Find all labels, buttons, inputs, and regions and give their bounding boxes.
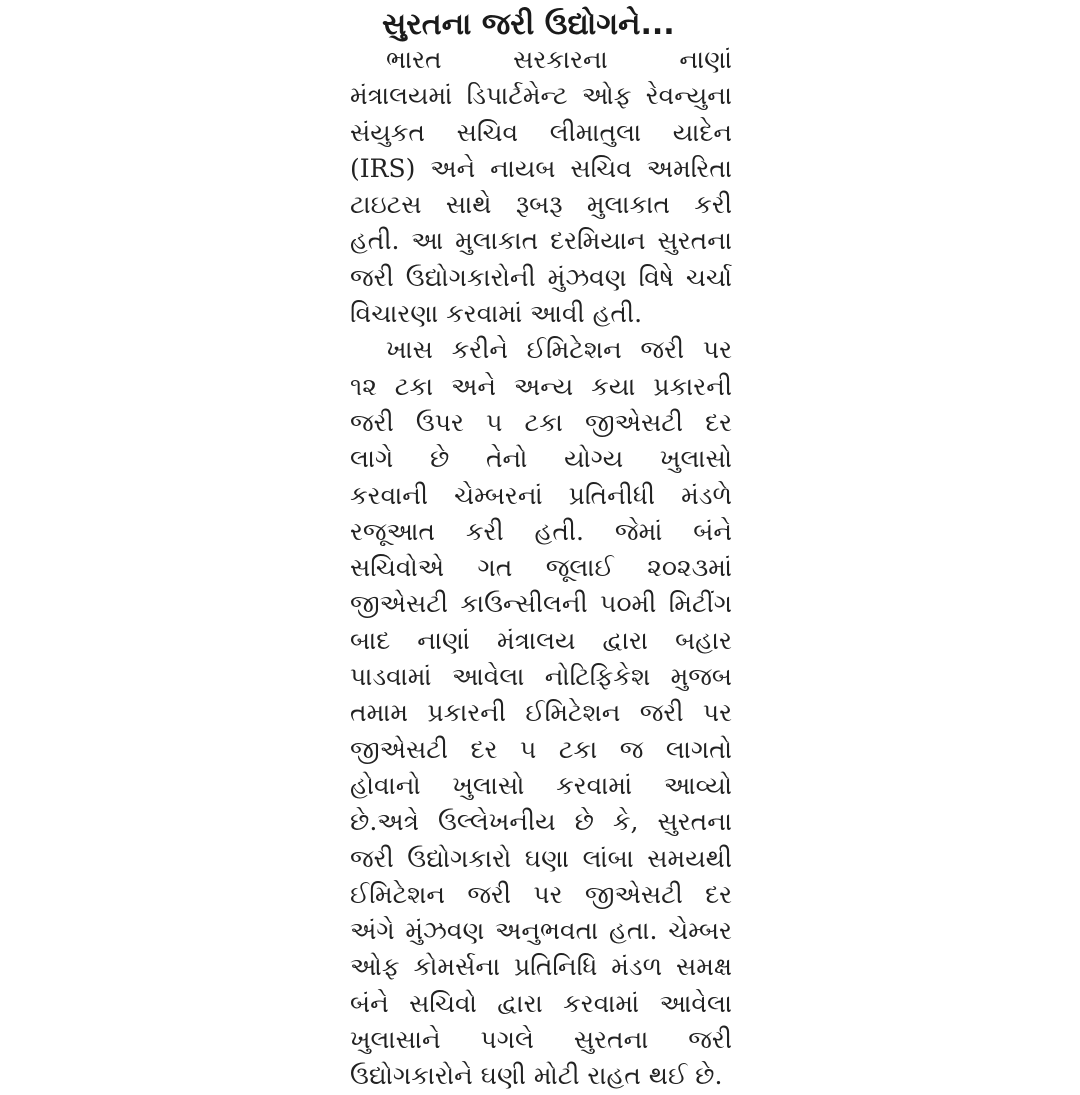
article-line: ઉદ્યોગકારોને ઘણી મોટી રાહત થઈ છે. bbox=[350, 1061, 723, 1091]
article-line: કરવાની ચેમ્બરનાં પ્રતિનીધી મંડળે bbox=[350, 480, 732, 510]
article-line: અંગે મુંઝવણ અનુભવતા હતા. ચેમ્બર bbox=[350, 916, 732, 946]
article-headline: સુરતના જરી ઉદ્યોગને... bbox=[382, 7, 675, 42]
article-line: મંત્રાલયમાં ડિપાર્ટમેન્ટ ઓફ રેવન્યુના bbox=[350, 81, 732, 111]
article-line: સંયુકત સચિવ લીમાતુલા યાદેન bbox=[350, 117, 732, 147]
article-line: ટાઇટસ સાથે રૂબરૂ મુલાકાત કરી bbox=[350, 190, 732, 220]
article-line: લાગે છે તેનો યોગ્ય ખુલાસો bbox=[350, 444, 732, 474]
article-line: ખાસ કરીને ઈમિટેશન જરી પર bbox=[386, 335, 732, 365]
article-line: ભારત સરકારના નાણાં bbox=[386, 45, 732, 74]
article-body bbox=[350, 42, 732, 1095]
article-line: જીએસટી દર ૫ ટકા જ લાગતો bbox=[350, 734, 732, 764]
article-line: તમામ પ્રકારની ઈમિટેશન જરી પર bbox=[350, 698, 732, 728]
article-line: વિચારણા કરવામાં આવી હતી. bbox=[350, 299, 643, 329]
article-line: હતી. આ મુલાકાત દરમિયાન સુરતના bbox=[350, 226, 732, 256]
article-line: પાડવામાં આવેલા નોટિફિકેશ મુજબ bbox=[350, 662, 732, 692]
article-line: ઓફ કોમર્સના પ્રતિનિધિ મંડળ સમક્ષ bbox=[350, 952, 732, 982]
article-line: જીએસટી કાઉન્સીલની ૫૦મી મિટીંગ bbox=[350, 589, 732, 619]
article-line: રજૂઆત કરી હતી. જેમાં બંને bbox=[350, 516, 732, 546]
article-line: જરી ઉપર ૫ ટકા જીએસટી દર bbox=[350, 407, 732, 437]
article-line: છે.અત્રે ઉલ્લેખનીય છે કે, સુરતના bbox=[350, 807, 732, 837]
article-line: જરી ઉદ્યોગકારોની મુંઝવણ વિષે ચર્ચા bbox=[350, 262, 732, 292]
article-line: ૧૨ ટકા અને અન્ય કયા પ્રકારની bbox=[350, 371, 732, 401]
article-line: બાદ નાણાં મંત્રાલય દ્વારા બહાર bbox=[350, 625, 732, 655]
article-line: (IRS) અને નાયબ સચિવ અમરિતા bbox=[350, 153, 732, 183]
article-line: ખુલાસાને પગલે સુરતના જરી bbox=[350, 1025, 732, 1055]
article-line: હોવાનો ખુલાસો કરવામાં આવ્યો bbox=[350, 770, 732, 800]
article-line: સચિવોએ ગત જૂલાઈ ૨૦૨૩માં bbox=[350, 553, 732, 583]
article-line: ઈમિટેશન જરી પર જીએસટી દર bbox=[350, 879, 732, 909]
article-line: જરી ઉદ્યોગકારો ઘણા લાંબા સમયથી bbox=[350, 843, 732, 873]
article-line: બંને સચિવો દ્વારા કરવામાં આવેલા bbox=[350, 988, 732, 1018]
